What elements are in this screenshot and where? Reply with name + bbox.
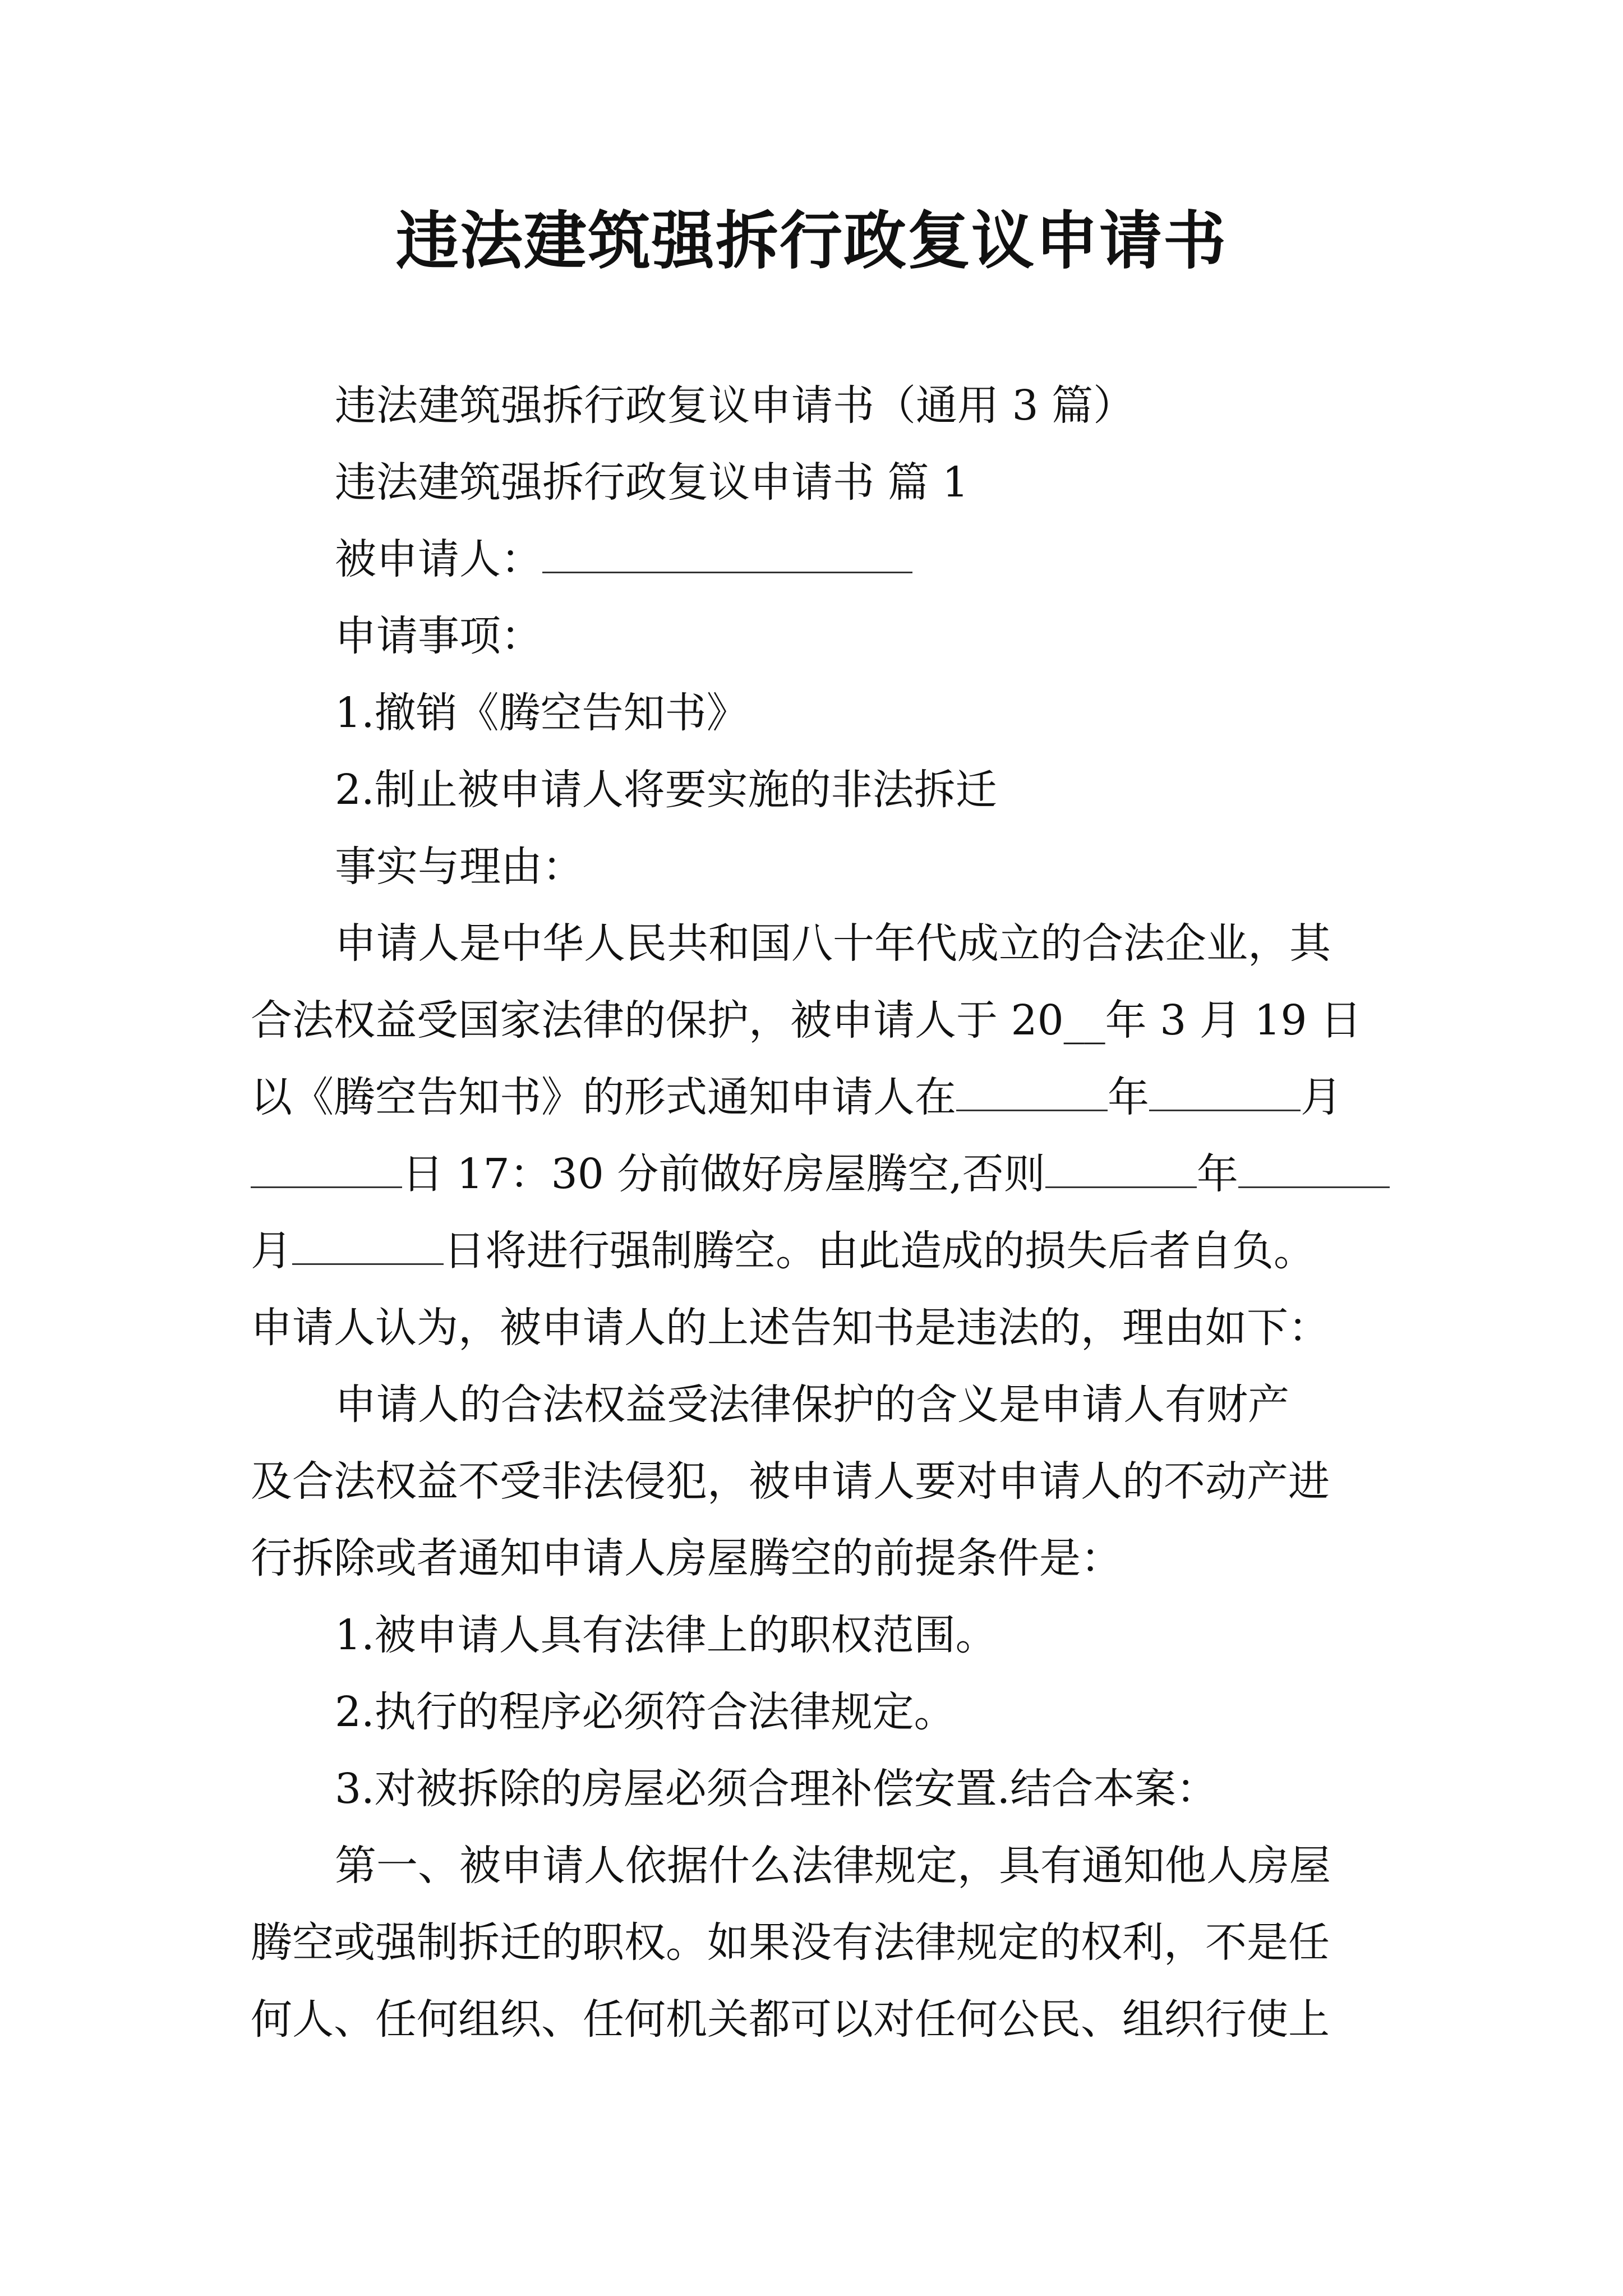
request-item-2: 2.制止被申请人将要实施的非法拆迁 (335, 766, 997, 814)
text-segment: 月 (1301, 1073, 1342, 1121)
paragraph-line (251, 1213, 1372, 1290)
text-segment: 日 17：30 分前做好房屋腾空,否则 (402, 1150, 1045, 1198)
request-heading: 申请事项： (335, 612, 542, 660)
condition-item-2: 2.执行的程序必须符合法律规定。 (335, 1688, 956, 1736)
paragraph-line: 申请人是中华人民共和国八十年代成立的合法企业，其 (335, 919, 1331, 968)
respondent-label: 被申请人： (335, 535, 542, 583)
paragraph-line: 腾空或强制拆迁的职权。如果没有法律规定的权利，不是任 (251, 1918, 1330, 1967)
respondent-line (251, 521, 1372, 598)
condition-item-3: 3.对被拆除的房屋必须合理补偿安置.结合本案： (335, 1765, 1218, 1813)
facts-heading: 事实与理由： (335, 843, 584, 891)
paragraph-line: 合法权益受国家法律的保护，被申请人于 20__年 3 月 19 日 (251, 996, 1362, 1045)
text-segment: 以《腾空告知书》的形式通知申请人在 (251, 1073, 956, 1121)
section-heading: 违法建筑强拆行政复议申请书 篇 1 (335, 458, 969, 507)
text-segment: 年 (1108, 1073, 1149, 1121)
paragraph-line: 第一、被申请人依据什么法律规定，具有通知他人房屋 (335, 1842, 1331, 1890)
subtitle-line: 违法建筑强拆行政复议申请书（通用 3 篇） (335, 381, 1135, 430)
paragraph-line: 及合法权益不受非法侵犯，被申请人要对申请人的不动产进 (251, 1457, 1330, 1506)
month-blank (1238, 1153, 1390, 1188)
text-segment: 年 (1196, 1150, 1238, 1198)
condition-item-1: 1.被申请人具有法律上的职权范围。 (335, 1611, 997, 1659)
respondent-blank (542, 538, 912, 573)
day-blank (251, 1153, 402, 1188)
year-blank (1045, 1153, 1197, 1188)
paragraph-line: 行拆除或者通知申请人房屋腾空的前提条件是： (251, 1534, 1122, 1582)
day-blank (292, 1230, 444, 1265)
document-title: 违法建筑强拆行政复议申请书 (396, 204, 1227, 278)
paragraph-line: 申请人的合法权益受法律保护的含义是申请人有财产 (335, 1381, 1289, 1429)
paragraph-line: 申请人认为，被申请人的上述告知书是违法的，理由如下： (251, 1304, 1330, 1352)
year-blank (956, 1076, 1108, 1111)
text-segment: 月 (251, 1227, 292, 1275)
request-item-1: 1.撤销《腾空告知书》 (335, 689, 748, 737)
document-body (251, 367, 1372, 2058)
paragraph-line (251, 1059, 1372, 1136)
month-blank (1149, 1076, 1301, 1111)
text-segment: 日将进行强制腾空。由此造成的损失后者自负。 (444, 1227, 1315, 1275)
paragraph-line: 何人、任何组织、任何机关都可以对任何公民、组织行使上 (251, 1995, 1330, 2044)
paragraph-line (251, 1136, 1372, 1213)
